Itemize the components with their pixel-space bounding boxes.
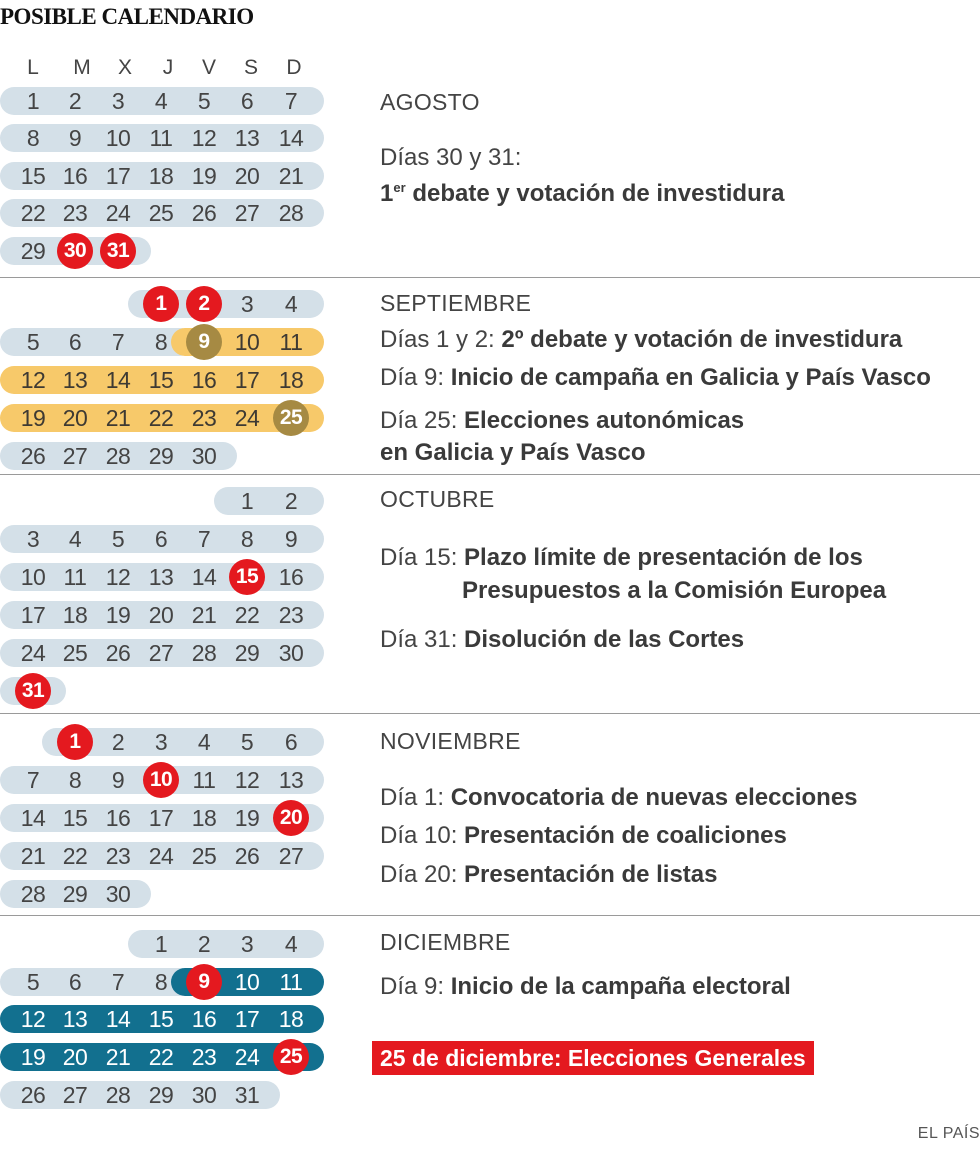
calendar-day: 1 [54,727,96,757]
calendar-day: 15 [62,805,88,831]
calendar-day: 16 [191,1006,217,1032]
calendar-day: 24 [234,405,260,431]
event-prefix: Día 15: [380,544,465,571]
calendar-day: 27 [148,640,174,666]
calendar-day: 8 [154,969,168,995]
weekday-lunes: L [27,56,39,79]
calendar-day: 10 [105,125,131,151]
calendar-day: 28 [278,200,304,226]
calendar-day: 23 [278,602,304,628]
event-prefix: Día 9: [380,364,451,391]
calendar-day: 1 [240,488,254,514]
event-text: Presentación de coaliciones [464,822,787,849]
calendar-day: 11 [192,767,216,793]
calendar-day: 30 [191,443,217,469]
calendar-day: 25 [270,403,312,433]
page-title: POSIBLE CALENDARIO [0,4,254,29]
calendar-day: 18 [278,367,304,393]
event-diciembre-1 [380,971,791,1003]
calendar-day: 22 [148,1044,174,1070]
calendar-day: 27 [234,200,260,226]
month-divider [0,915,980,916]
event-text: Convocatoria de nuevas elecciones [450,784,858,811]
calendar-day: 9 [183,327,225,357]
calendar-day: 6 [154,526,168,552]
event-text: Presentación de listas [464,861,718,888]
calendar-day: 25 [270,1042,312,1072]
calendar-day: 20 [234,163,260,189]
calendar-day: 4 [197,729,211,755]
calendar-day: 21 [20,843,46,869]
calendar-day: 9 [284,526,298,552]
calendar-day: 13 [278,767,304,793]
event-noviembre-3 [380,859,718,891]
month-divider [0,713,980,714]
event-agosto-sup: er [393,180,406,195]
calendar-day: 15 [148,367,174,393]
calendar-day: 4 [68,526,82,552]
event-septiembre-3 [380,405,744,437]
event-octubre-1-cont: Presupuestos a la Comisión Europea [462,577,887,604]
calendar-day: 9 [183,967,225,997]
calendar-day: 30 [105,881,131,907]
calendar-day: 14 [191,564,217,590]
calendar-day: 8 [154,329,168,355]
calendar-day: 18 [148,163,174,189]
calendar-day: 4 [284,291,298,317]
event-text: Plazo límite de presentación de los [464,544,863,571]
calendar-day: 3 [240,291,254,317]
weekday-jueves: J [162,56,174,79]
calendar-day: 17 [20,602,46,628]
calendar-day: 10 [234,329,260,355]
weekday-viernes: V [201,56,216,79]
calendar-day: 24 [148,843,174,869]
calendar-day: 6 [68,969,82,995]
month-name-diciembre: DICIEMBRE [380,929,511,955]
calendar-day: 2 [111,729,125,755]
calendar-day: 14 [105,367,131,393]
calendar-day: 23 [191,1044,217,1070]
calendar-day: 13 [234,125,260,151]
event-agosto-num: 1 [380,180,394,207]
event-prefix: Día 20: [380,861,465,888]
calendar-day: 31 [12,676,54,706]
calendar-day: 7 [284,88,298,114]
month-name-septiembre: SEPTIEMBRE [380,290,532,316]
event-agosto-1 [380,172,784,210]
calendar-day: 12 [20,1006,46,1032]
calendar-day: 28 [20,881,46,907]
event-text: Disolución de las Cortes [464,626,745,653]
event-prefix: Día 9: [380,973,451,1000]
calendar-day: 3 [154,729,168,755]
calendar-day: 10 [20,564,46,590]
calendar-day: 17 [148,805,174,831]
calendar-day: 18 [278,1006,304,1032]
event-text: Inicio de la campaña electoral [450,973,791,1000]
calendar-day: 10 [234,969,260,995]
calendar-day: 2 [183,289,225,319]
calendar-day: 19 [20,405,46,431]
calendar-day: 28 [105,1082,131,1108]
calendar-day: 22 [20,200,46,226]
calendar-day: 25 [62,640,88,666]
calendar-day: 6 [284,729,298,755]
calendar-day: 3 [111,88,125,114]
event-octubre-1 [380,542,863,574]
calendar-day: 14 [105,1006,131,1032]
calendar-day: 10 [140,765,182,795]
calendar-day: 5 [240,729,254,755]
calendar-day: 2 [197,931,211,957]
calendar-day: 29 [62,881,88,907]
calendar-day: 14 [20,805,46,831]
weekday-miercoles: X [117,56,132,79]
calendar-day: 4 [154,88,168,114]
calendar-day: 29 [148,1082,174,1108]
event-noviembre-2 [380,820,787,852]
calendar-day: 18 [62,602,88,628]
month-divider [0,474,980,475]
calendar-day: 7 [26,767,40,793]
calendar-day: 5 [111,526,125,552]
calendar-day: 29 [234,640,260,666]
calendar-day: 27 [278,843,304,869]
event-text: Elecciones autonómicas [464,407,745,434]
calendar-day: 16 [62,163,88,189]
event-septiembre-2 [380,362,931,394]
calendar-day: 9 [68,125,82,151]
calendar-day: 15 [226,562,268,592]
weekday-sabado: S [243,56,258,79]
month-name-noviembre: NOVIEMBRE [380,728,521,754]
calendar-day: 21 [278,163,304,189]
calendar-day: 11 [149,125,173,151]
calendar-day: 12 [191,125,217,151]
calendar-day: 17 [105,163,131,189]
calendar-day: 19 [234,805,260,831]
calendar-day: 6 [68,329,82,355]
calendar-day: 3 [26,526,40,552]
calendar-day: 8 [240,526,254,552]
calendar-day: 8 [68,767,82,793]
calendar-day: 20 [62,405,88,431]
calendar-day: 21 [105,405,131,431]
calendar-day: 1 [140,289,182,319]
calendar-day: 1 [26,88,40,114]
calendar-day: 30 [278,640,304,666]
calendar-day: 2 [68,88,82,114]
credit-logo: EL PAÍS [917,1125,980,1142]
calendar-day: 16 [278,564,304,590]
calendar-day: 20 [270,803,312,833]
calendar-day: 8 [26,125,40,151]
event-agosto-prefix: Días 30 y 31: [380,144,522,171]
calendar-day: 20 [62,1044,88,1070]
calendar-day: 31 [97,236,139,266]
calendar-day: 25 [148,200,174,226]
calendar-day: 5 [26,329,40,355]
calendar-day: 4 [284,931,298,957]
event-prefix: Días 1 y 2: [380,326,502,353]
calendar-day: 13 [62,367,88,393]
calendar-day: 28 [191,640,217,666]
calendar-day: 26 [105,640,131,666]
calendar-day: 3 [240,931,254,957]
calendar-day: 24 [20,640,46,666]
calendar-day: 7 [111,329,125,355]
calendar-day: 5 [26,969,40,995]
calendar-day: 23 [191,405,217,431]
event-text: 2º debate y votación de investidura [501,326,903,353]
calendar-day: 1 [154,931,168,957]
event-agosto-text: debate y votación de investidura [405,180,785,207]
calendar-day: 12 [234,767,260,793]
calendar-day: 22 [148,405,174,431]
calendar-day: 21 [105,1044,131,1070]
calendar-day: 7 [111,969,125,995]
calendar-day: 26 [191,200,217,226]
calendar-day: 17 [234,1006,260,1032]
calendar-day: 11 [63,564,87,590]
calendar-day: 17 [234,367,260,393]
calendar-day: 18 [191,805,217,831]
calendar-day: 28 [105,443,131,469]
calendar-day: 23 [105,843,131,869]
month-name-octubre: OCTUBRE [380,486,495,512]
calendar-day: 30 [191,1082,217,1108]
calendar-day: 29 [148,443,174,469]
calendar-day: 14 [278,125,304,151]
event-septiembre-3-cont [380,437,646,469]
calendar-day: 13 [148,564,174,590]
weekday-martes: M [73,56,91,79]
event-septiembre-1 [380,324,902,356]
calendar-day: 7 [197,526,211,552]
calendar-day: 25 [191,843,217,869]
event-text: en Galicia y País Vasco [380,439,646,466]
calendar-day: 16 [191,367,217,393]
event-noviembre-1 [380,782,858,814]
calendar-day: 24 [234,1044,260,1070]
calendar-day: 11 [279,329,303,355]
month-divider [0,277,980,278]
calendar-day: 20 [148,602,174,628]
calendar-day: 27 [62,1082,88,1108]
calendar-day: 22 [62,843,88,869]
calendar-day: 26 [234,843,260,869]
calendar-day: 22 [234,602,260,628]
calendar-day: 11 [279,969,303,995]
event-text: Inicio de campaña en Galicia y País Vasco [450,364,931,391]
calendar-day: 21 [191,602,217,628]
calendar-day: 29 [20,238,46,264]
calendar-day: 19 [105,602,131,628]
calendar-day: 26 [20,443,46,469]
calendar-day: 13 [62,1006,88,1032]
calendar-day: 15 [20,163,46,189]
calendar-day: 16 [105,805,131,831]
weekday-domingo: D [286,56,302,79]
calendar-day: 24 [105,200,131,226]
event-prefix: Día 31: [380,626,465,653]
event-prefix: Día 10: [380,822,465,849]
calendar-day: 31 [234,1082,260,1108]
calendar-day: 5 [197,88,211,114]
calendar-day: 19 [191,163,217,189]
event-prefix: Día 1: [380,784,451,811]
calendar-day: 6 [240,88,254,114]
calendar-day: 27 [62,443,88,469]
calendar-day: 12 [105,564,131,590]
calendar-day: 26 [20,1082,46,1108]
calendar-day: 19 [20,1044,46,1070]
event-prefix: Día 25: [380,407,465,434]
calendar-day: 12 [20,367,46,393]
calendar-day: 15 [148,1006,174,1032]
calendar-day: 30 [54,236,96,266]
calendar-day: 23 [62,200,88,226]
calendar-day: 2 [284,488,298,514]
calendar-day: 9 [111,767,125,793]
month-name-agosto: AGOSTO [380,89,480,115]
event-octubre-2 [380,624,744,656]
final-election-banner: 25 de diciembre: Elecciones Generales [372,1041,814,1075]
